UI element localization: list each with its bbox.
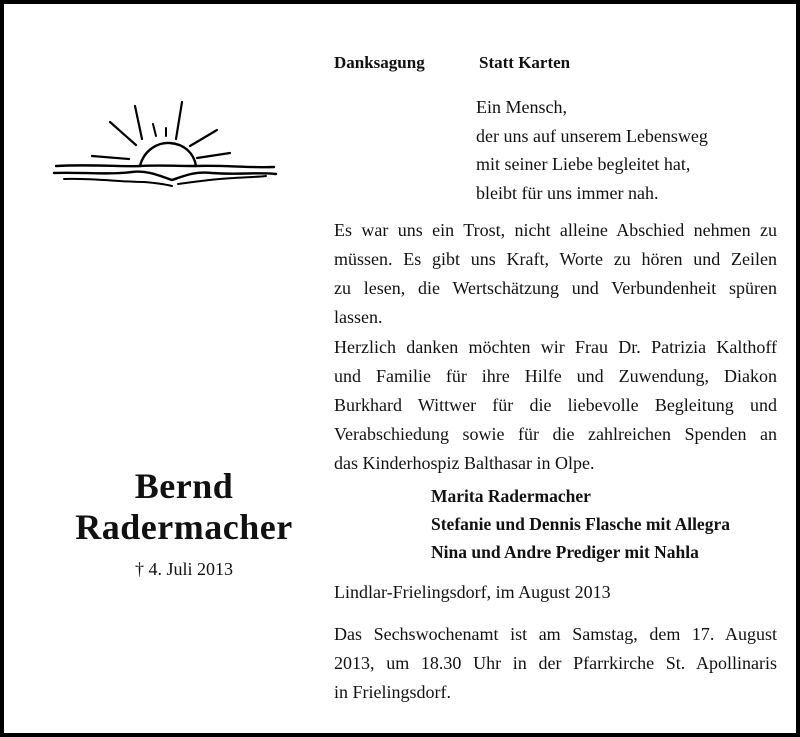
deceased-first-name: Bernd — [134, 466, 234, 506]
poem-line: mit seiner Liebe begleitet hat, — [476, 154, 691, 174]
acknowledgement-paragraph — [334, 333, 777, 478]
mass-announcement — [334, 620, 777, 707]
signature-line: Marita Radermacher — [431, 486, 591, 506]
poem-line: der uns auf unserem Lebensweg — [476, 125, 708, 146]
paragraph-line: das Kinderhospiz Balthasar in Olpe. — [334, 453, 595, 473]
paragraph-line: müssen. Es gibt uns Kraft, Worte zu hören und Zeilen — [334, 249, 777, 269]
paragraph-line: Burkhard Wittwer für die liebevolle Begleitung und — [334, 395, 777, 415]
signatures — [431, 482, 730, 566]
heading-danksagung: Danksagung — [334, 53, 425, 72]
paragraph-line: 2013, um 18.30 Uhr in der Pfarrkirche St. Apollinaris — [334, 653, 777, 673]
paragraph-line: Verabschiedung sowie für die zahlreichen Spenden an — [334, 424, 777, 444]
place-date: Lindlar-Frielingsdorf, im August 2013 — [334, 582, 611, 602]
poem-line: bleibt für uns immer nah. — [476, 182, 659, 203]
deceased-last-name: Radermacher — [75, 507, 293, 547]
signature-line: Nina und Andre Prediger mit Nahla — [431, 542, 699, 562]
paragraph-line: Herzlich danken möchten wir Frau Dr. Patrizia Kalthoff — [334, 337, 777, 357]
death-date: † 4. Juli 2013 — [134, 559, 233, 579]
signature-line: Stefanie und Dennis Flasche mit Allegra — [431, 514, 730, 534]
paragraph-line: und Familie für ihre Hilfe und Zuwendung, Diakon — [334, 366, 777, 386]
thanks-paragraph — [334, 216, 777, 332]
sunset-icon — [52, 96, 280, 196]
paragraph-line: in Frielingsdorf. — [334, 682, 451, 702]
poem-line: Ein Mensch, — [476, 97, 567, 117]
poem — [476, 93, 708, 207]
paragraph-line: zu lesen, die Wertschätzung und Verbundenheit spüren — [334, 278, 777, 298]
heading-statt-karten: Statt Karten — [479, 53, 571, 72]
paragraph-line: Es war uns ein Trost, nicht alleine Abschied nehmen zu — [334, 220, 777, 240]
paragraph-line: lassen. — [334, 307, 383, 327]
paragraph-line: Das Sechswochenamt ist am Samstag, dem 17. August — [334, 624, 777, 644]
